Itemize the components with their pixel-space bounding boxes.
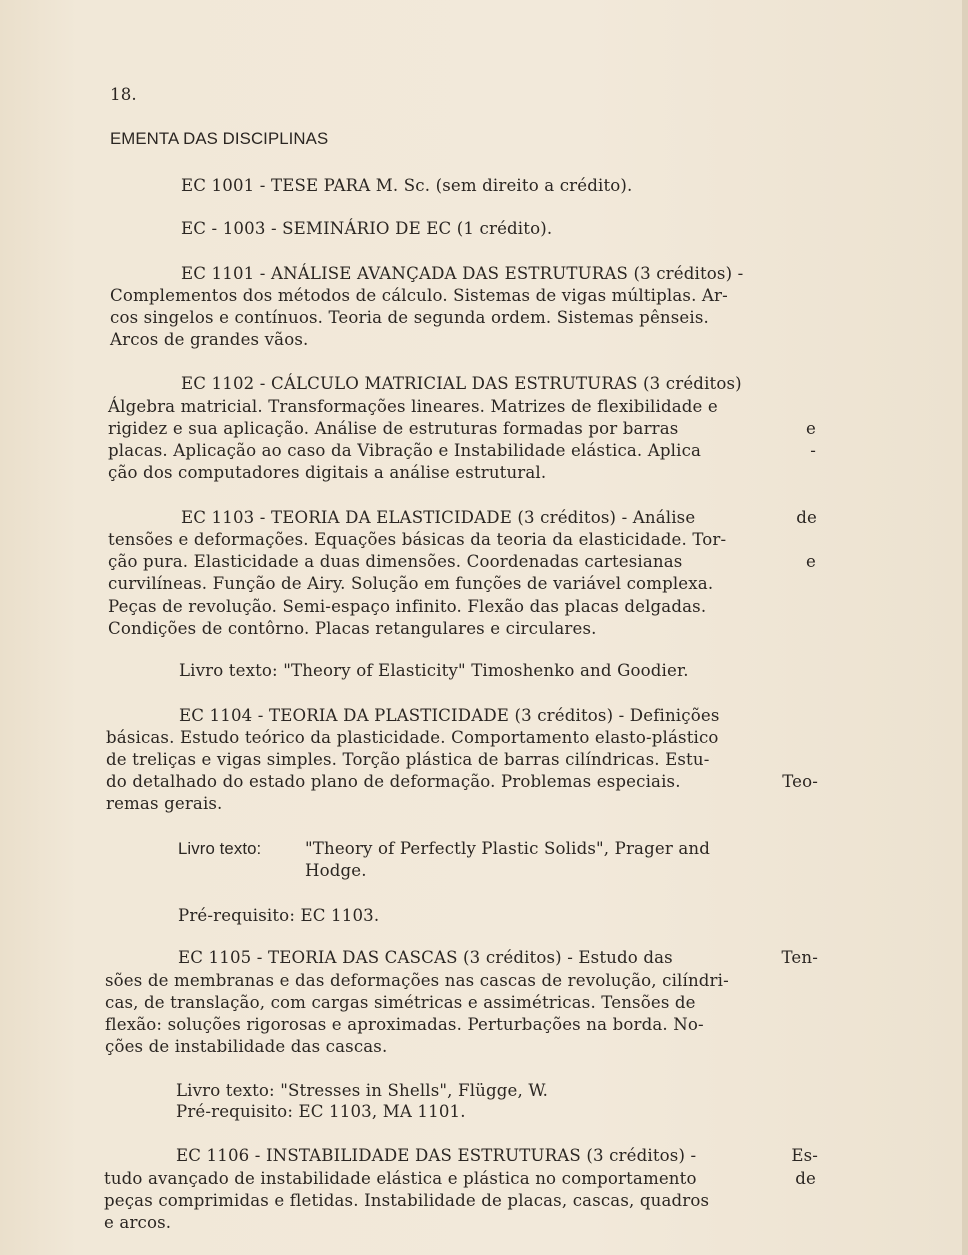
course-ec1001: EC 1001 - TESE PARA M. Sc. (sem direito a crédito).: [181, 176, 633, 195]
course-ec1101-line: Complementos dos métodos de cálculo. Sistemas de vigas múltiplas. Ar-: [110, 286, 728, 305]
course-ec1106-line: peças comprimidas e fletidas. Instabilidade de placas, cascas, quadros: [104, 1191, 710, 1210]
course-ec1106-title-text: EC 1106 - INSTABILIDADE DAS ESTRUTURAS (3 créditos) -: [176, 1146, 697, 1165]
course-ec1102-line-end: e: [806, 419, 816, 438]
course-ec1103-justified-line: [108, 551, 816, 573]
course-ec1103-title-text: EC 1103 - TEORIA DA ELASTICIDADE (3 créditos) - Análise: [181, 508, 696, 527]
course-ec1103-line-end: e: [806, 552, 816, 571]
course-ec1105-title-end: Ten-: [781, 948, 818, 967]
course-ec1104-line: do detalhado do estado plano de deformação. Problemas especiais.: [106, 772, 681, 791]
course-ec1106-line: tudo avançado de instabilidade elástica e plástica no comportamento: [104, 1169, 697, 1188]
course-ec1104-line: de treliças e vigas simples. Torção plástica de barras cilíndricas. Estu-: [106, 750, 710, 769]
course-ec1105-line: sões de membranas e das deformações nas cascas de revolução, cilíndri-: [105, 971, 729, 990]
course-ec1105-book: Livro texto: "Stresses in Shells", Flügge, W.: [176, 1081, 549, 1100]
course-ec1102-line: ção dos computadores digitais a análise estrutural.: [108, 463, 547, 482]
course-ec1104-title: EC 1104 - TEORIA DA PLASTICIDADE (3 créditos) - Definições: [179, 706, 720, 725]
course-ec1103-line: Peças de revolução. Semi-espaço infinito. Flexão das placas delgadas.: [108, 597, 707, 616]
course-ec1104-book: Hodge.: [305, 861, 367, 880]
course-ec1106-line-end: de: [795, 1169, 816, 1188]
course-ec1106-title-end: Es-: [791, 1146, 818, 1165]
course-ec1102-line-end: -: [810, 441, 816, 460]
course-ec1102-justified-line: [108, 418, 816, 440]
course-ec1101-title: EC 1101 - ANÁLISE AVANÇADA DAS ESTRUTURAS (3 créditos) -: [181, 264, 744, 283]
course-ec1105-line: cas, de translação, com cargas simétricas e assimétricas. Tensões de: [105, 993, 696, 1012]
course-ec1003: EC - 1003 - SEMINÁRIO DE EC (1 crédito).: [181, 219, 553, 238]
course-ec1103-line: ção pura. Elasticidade a duas dimensões. Coordenadas cartesianas: [108, 552, 683, 571]
course-ec1104-line: remas gerais.: [106, 794, 223, 813]
course-ec1106-title: [176, 1145, 818, 1167]
course-ec1104-justified-line: [106, 771, 818, 793]
course-ec1103-book: Livro texto: "Theory of Elasticity" Timoshenko and Goodier.: [179, 661, 689, 680]
course-ec1102-title: EC 1102 - CÁLCULO MATRICIAL DAS ESTRUTURAS (3 créditos): [181, 374, 742, 393]
course-ec1103-line: curvilíneas. Função de Airy. Solução em funções de variável complexa.: [108, 574, 714, 593]
course-ec1104-line: básicas. Estudo teórico da plasticidade. Comportamento elasto-plástico: [106, 728, 719, 747]
course-ec1104-book-label: Livro texto:: [178, 839, 262, 858]
course-ec1103-title-end: de: [796, 508, 817, 527]
course-ec1103-line: tensões e deformações. Equações básicas da teoria da elasticidade. Tor-: [108, 530, 727, 549]
course-ec1105-title-text: EC 1105 - TEORIA DAS CASCAS (3 créditos) - Estudo das: [178, 948, 673, 967]
course-ec1104-prereq: Pré-requisito: EC 1103.: [178, 906, 380, 925]
course-ec1101-line: cos singelos e contínuos. Teoria de segunda ordem. Sistemas pênseis.: [110, 308, 709, 327]
course-ec1103-line: Condições de contôrno. Placas retangulares e circulares.: [108, 619, 597, 638]
course-ec1105-line: flexão: soluções rigorosas e aproximadas. Perturbações na borda. No-: [105, 1015, 704, 1034]
course-ec1106-justified-line: [104, 1168, 816, 1190]
course-ec1102-line: Álgebra matricial. Transformações lineares. Matrizes de flexibilidade e: [108, 397, 718, 416]
course-ec1102-justified-line: [108, 440, 816, 462]
course-ec1104-book: "Theory of Perfectly Plastic Solids", Prager and: [305, 839, 710, 858]
course-ec1105-prereq: Pré-requisito: EC 1103, MA 1101.: [176, 1102, 466, 1121]
course-ec1106-line: e arcos.: [104, 1213, 172, 1232]
course-ec1105-title: [178, 947, 818, 969]
course-ec1105-line: ções de instabilidade das cascas.: [105, 1037, 388, 1056]
course-ec1102-line: rigidez e sua aplicação. Análise de estruturas formadas por barras: [108, 419, 679, 438]
course-ec1104-line-end: Teo-: [782, 772, 818, 791]
course-ec1102-line: placas. Aplicação ao caso da Vibração e Instabilidade elástica. Aplica: [108, 441, 702, 460]
course-ec1103-title: [181, 507, 817, 529]
course-ec1101-line: Arcos de grandes vãos.: [110, 330, 309, 349]
page-number: 18.: [110, 85, 137, 104]
page-heading: EMENTA DAS DISCIPLINAS: [110, 129, 329, 148]
